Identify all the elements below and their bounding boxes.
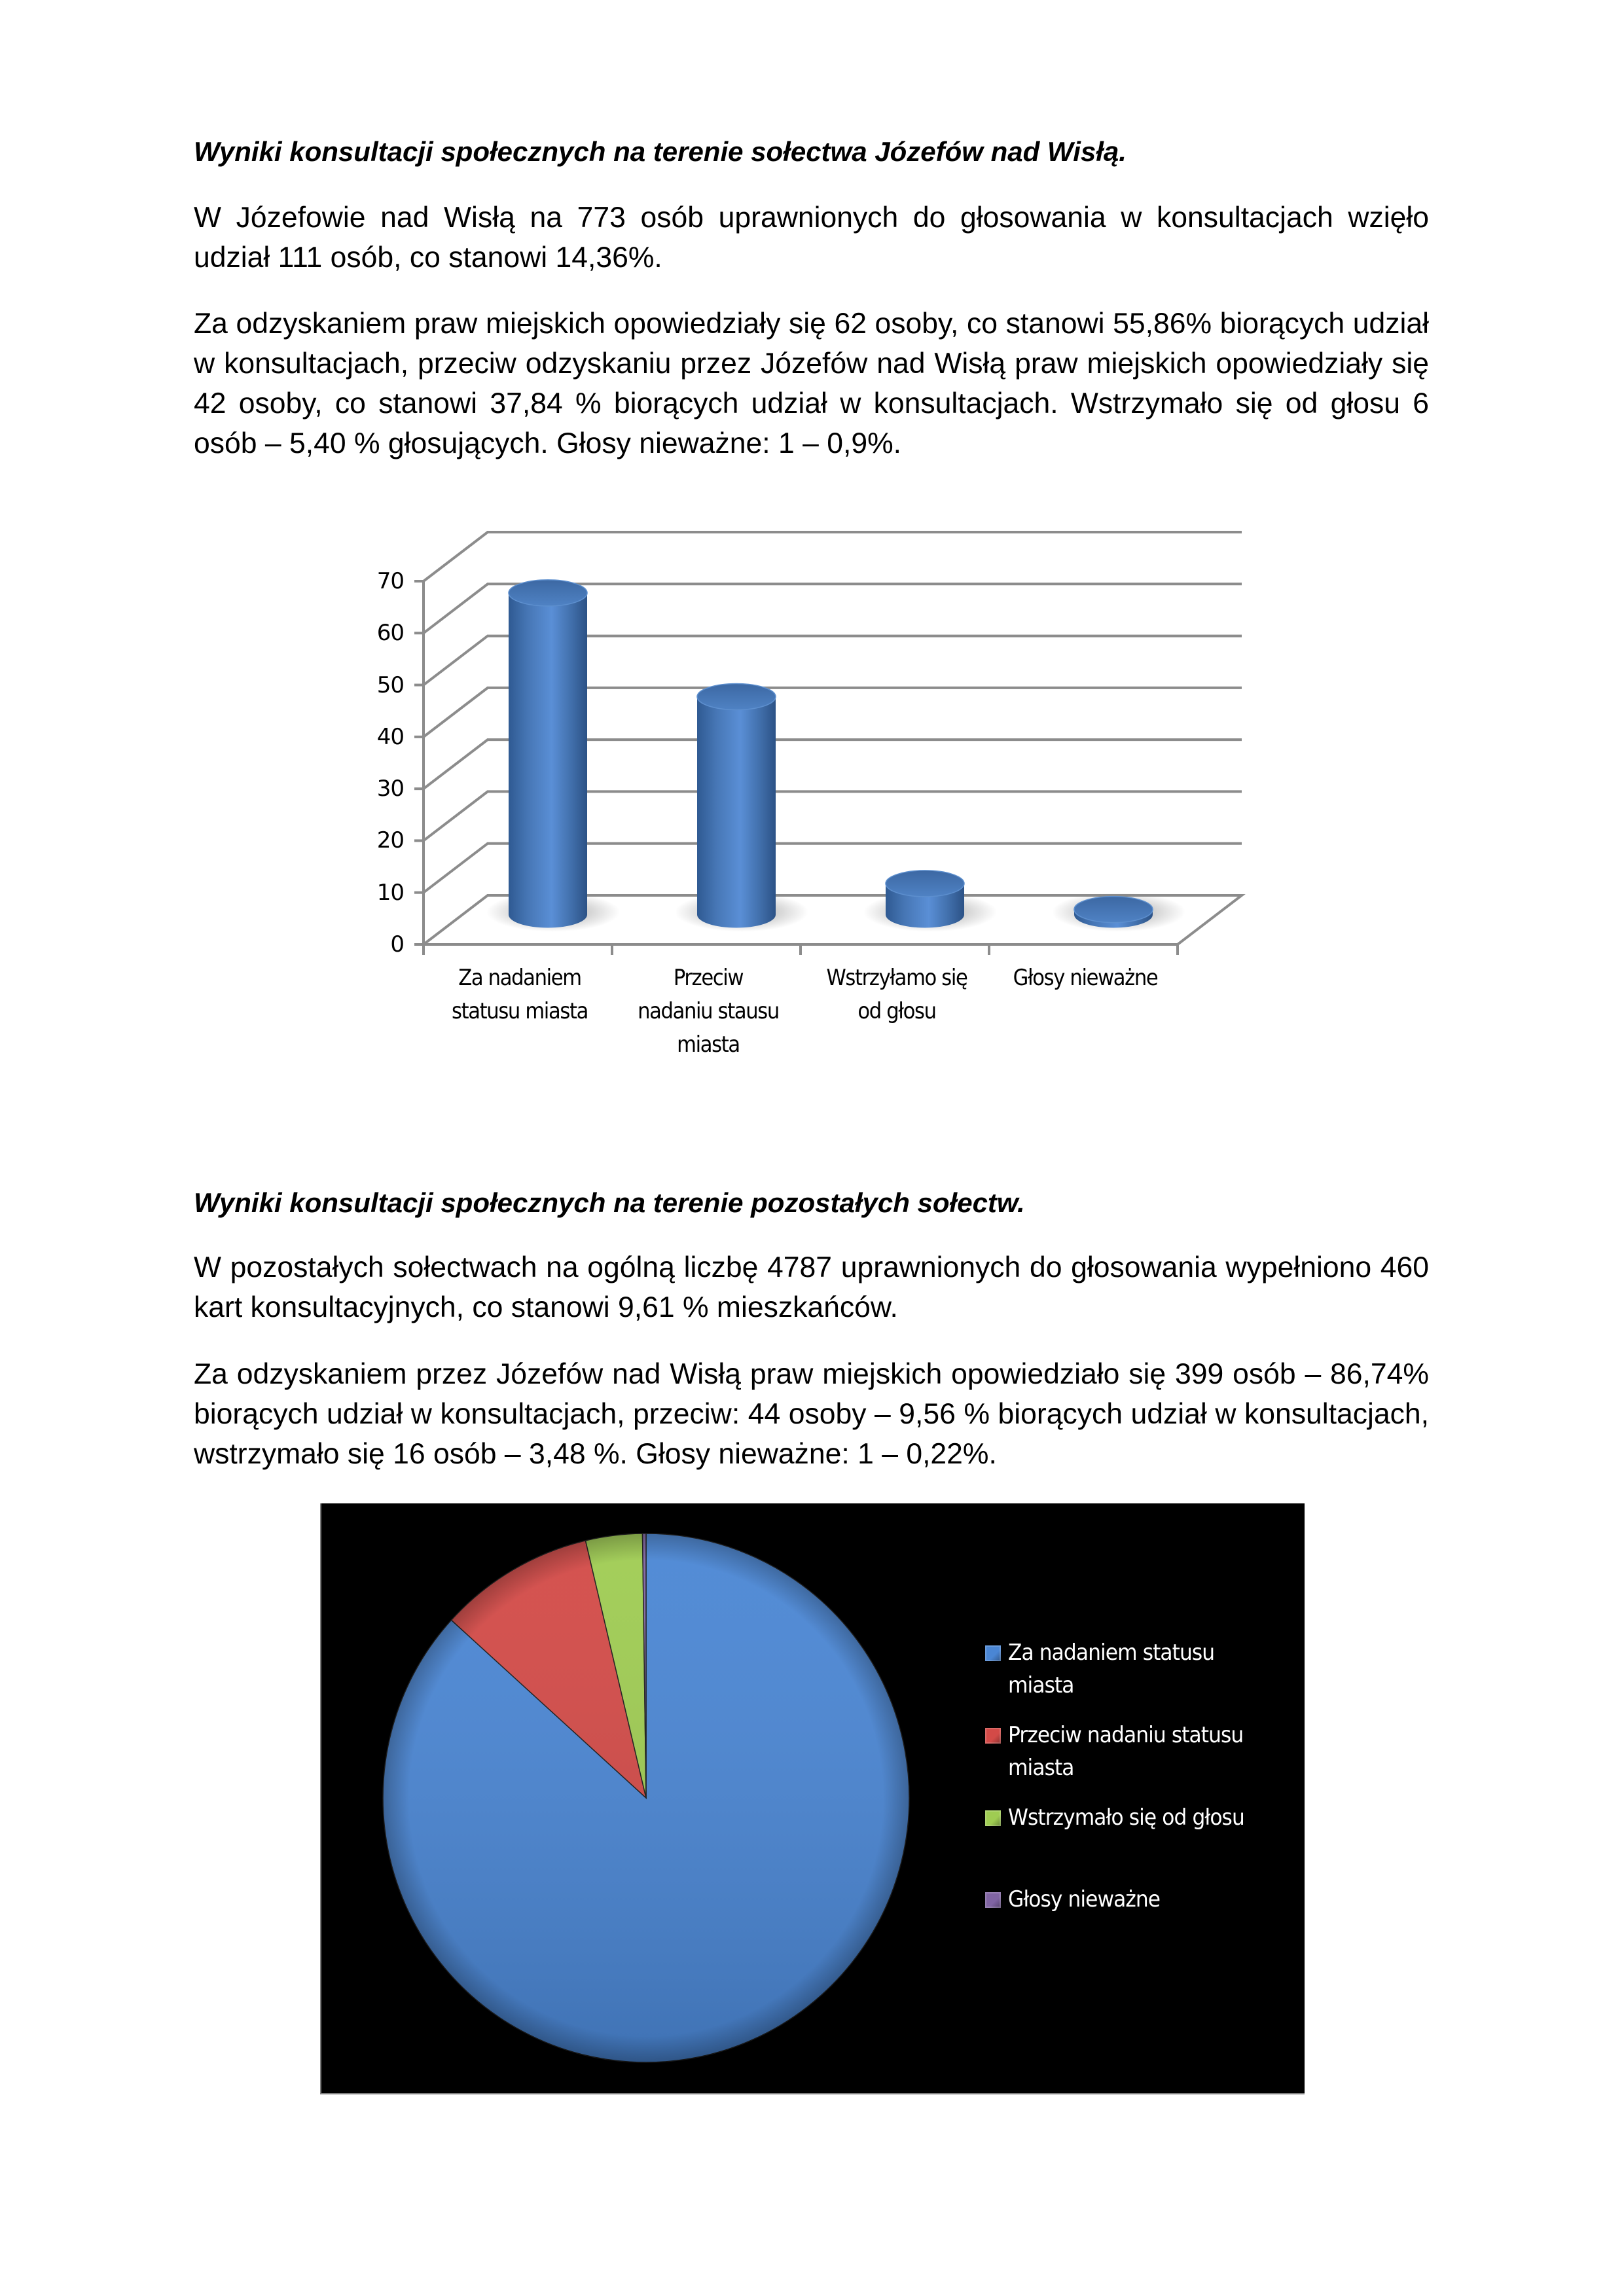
y-tick-label: 50 <box>376 672 404 698</box>
gridline <box>424 532 1242 581</box>
y-tick-label: 40 <box>376 723 404 750</box>
pie-chart <box>320 1503 1305 2094</box>
x-category-label-line: Przeciw <box>673 965 744 991</box>
x-category-label-line: statusu miasta <box>451 998 588 1024</box>
section2-paragraph-1: W pozostałych sołectwach na ogólną liczbę 4787 uprawnionych do głosowania wypełniono 460 kart konsultacyjnych, co stanowi 9,61 % mieszkańców. <box>194 1251 1429 1323</box>
y-tick-label: 20 <box>376 827 404 854</box>
bar-chart-plot <box>0 0 1624 1113</box>
section2-paragraph-2: Za odzyskaniem przez Józefów nad Wisłą praw miejskich opowiedziało się 399 osób – 86,74% biorących udział w konsultacjach, przeciw: 44 osoby – 9,56 % biorących udział w konsultacjach, wstrzymało się 16 osób – 3,48 %. Głosy nieważne: 1 – 0,22%. <box>194 1358 1429 1470</box>
legend-label: Wstrzymało się od głosu <box>1008 1804 1244 1831</box>
x-category-label-line: od głosu <box>857 998 936 1024</box>
y-tick-label: 30 <box>376 776 404 802</box>
section2-heading: Wyniki konsultacji społecznych na terenie pozostałych sołectw. <box>194 1187 1025 1218</box>
x-category-label <box>623 961 794 1062</box>
y-tick-label: 70 <box>376 568 404 594</box>
bar-cylinder <box>486 580 620 932</box>
x-category-label <box>1000 961 1171 995</box>
x-category-label-line: Wstrzyłamo się <box>826 965 967 991</box>
bar-cylinder <box>863 870 997 932</box>
bar-top <box>697 684 776 710</box>
legend-label: Głosy nieważne <box>1008 1886 1161 1912</box>
section1-paragraph-2: Za odzyskaniem praw miejskich opowiedziały się 62 osoby, co stanowi 55,86% biorących udział w konsultacjach, przeciw odzyskaniu przez Józefów nad Wisłą praw miejskich opowiedziały się 42 osoby, co stanowi 37,84 % biorących udział w konsultacjach. Wstrzymało się od głosu 6 osób – 5,40 % głosujących. Głosy nieważne: 1 – 0,9%. <box>194 308 1429 459</box>
section1-paragraph-1: W Józefowie nad Wisłą na 773 osób uprawnionych do głosowania w konsultacjach wzięło udział 111 osób, co stanowi 14,36%. <box>194 202 1429 274</box>
legend-label: Za nadaniem statusu miasta <box>1008 1640 1215 1698</box>
legend-swatch-icon <box>985 1810 1001 1826</box>
bar-body <box>697 697 776 928</box>
bar-cylinder <box>1052 893 1185 932</box>
x-category-label <box>435 961 605 1028</box>
legend-label: Przeciw nadaniu statusu miasta <box>1008 1722 1244 1781</box>
x-category-label-line: Głosy nieważne <box>1013 965 1158 991</box>
x-category-label-line: nadaniu stausu <box>638 998 779 1024</box>
bar-body <box>509 593 587 928</box>
x-category-label <box>812 961 983 1028</box>
legend-swatch-icon <box>985 1728 1001 1744</box>
section1-heading: Wyniki konsultacji społecznych na terenie sołectwa Józefów nad Wisłą. <box>194 136 1127 167</box>
y-tick-label: 60 <box>376 620 404 647</box>
y-tick-label: 0 <box>390 931 404 958</box>
pie-bevel <box>383 1534 909 2062</box>
bar-top <box>1074 897 1153 923</box>
bar-top <box>509 580 587 606</box>
pie-chart-plot <box>321 1503 1305 2093</box>
legend-swatch-icon <box>985 1645 1001 1661</box>
x-category-label-line: Za nadaniem <box>458 965 581 991</box>
y-tick-label: 10 <box>376 879 404 906</box>
bar-top <box>886 870 964 897</box>
legend-swatch-icon <box>985 1892 1001 1908</box>
x-category-label-line: miasta <box>677 1031 740 1058</box>
